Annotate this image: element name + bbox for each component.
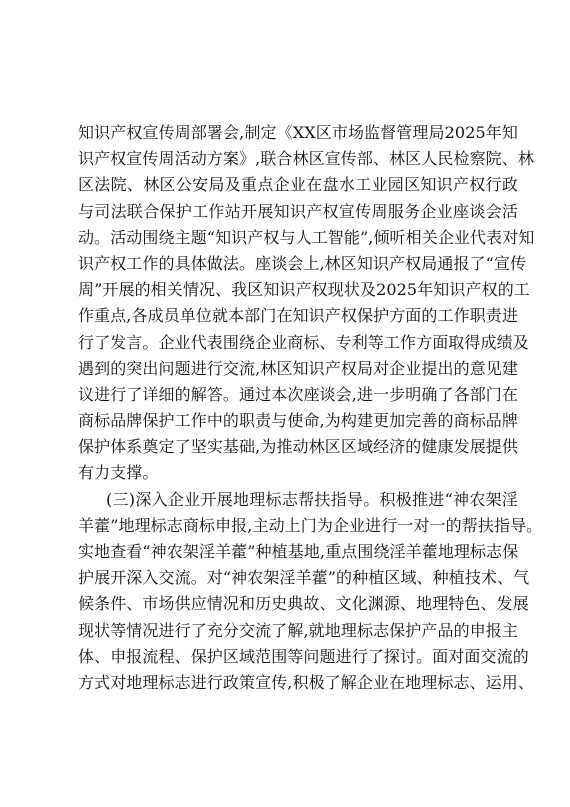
text-line: 保护体系奠定了坚实基础,为推动林区区域经济的健康发展提供 bbox=[78, 437, 518, 457]
text-line: 方式对地理标志进行政策宣传,积极了解企业在地理标志、运用、 bbox=[78, 672, 534, 692]
text-line: 周”开展的相关情况、我区知识产权现状及2025年知识产权的工 bbox=[78, 280, 530, 300]
text-line: 体、申报流程、保护区域范围等问题进行了探讨。面对面交流的 bbox=[78, 646, 529, 666]
text-line: 候条件、市场供应情况和历史典故、文化渊源、地理特色、发展 bbox=[78, 594, 529, 614]
body-text bbox=[78, 120, 543, 696]
text-line: 护展开深入交流。对“神农架淫羊藿”的种植区域、种植技术、气 bbox=[78, 568, 530, 588]
text-line: 羊藿”地理标志商标申报,主动上门为企业进行一对一的帮扶指导。 bbox=[78, 515, 543, 535]
text-line: 与司法联合保护工作站开展知识产权宣传周服务企业座谈会活 bbox=[78, 201, 518, 221]
text-line: 知识产权宣传周部署会,制定《XX区市场监督管理局2025年知 bbox=[78, 123, 518, 142]
text-line: 议进行了详细的解答。通过本次座谈会,进一步明确了各部门在 bbox=[78, 384, 518, 404]
text-line: 识产权宣传周活动方案》,联合林区宣传部、林区人民检察院、林 bbox=[78, 149, 534, 169]
text-line: 遇到的突出问题进行交流,林区知识产权局对企业提出的意见建 bbox=[78, 358, 518, 378]
text-line: 动。活动围绕主题“知识产权与人工智能”,倾听相关企业代表对知 bbox=[78, 227, 535, 247]
paragraph-end-line: 有力支撑。 bbox=[78, 463, 159, 483]
text-line: 商标品牌保护工作中的职责与使命,为构建更加完善的商标品牌 bbox=[78, 411, 518, 431]
text-line: 识产权工作的具体做法。座谈会上,林区知识产权局通报了“宣传 bbox=[78, 253, 527, 273]
text-line: 区法院、林区公安局及重点企业在盘水工业园区知识产权行政 bbox=[78, 175, 518, 195]
text-line: 作重点,各成员单位就本部门在知识产权保护方面的工作职责进 bbox=[78, 306, 518, 326]
text-line: 行了发言。企业代表围绕企业商标、专利等工作方面取得成绩及 bbox=[78, 332, 529, 352]
text-line: 现状等情况进行了充分交流了解,就地理标志保护产品的申报主 bbox=[78, 620, 518, 640]
section-heading-line: (三)深入企业开展地理标志帮扶指导。积极推进“神农架淫 bbox=[106, 489, 518, 509]
text-line: 实地查看“神农架淫羊藿”种植基地,重点围绕淫羊藿地理标志保 bbox=[78, 542, 519, 561]
